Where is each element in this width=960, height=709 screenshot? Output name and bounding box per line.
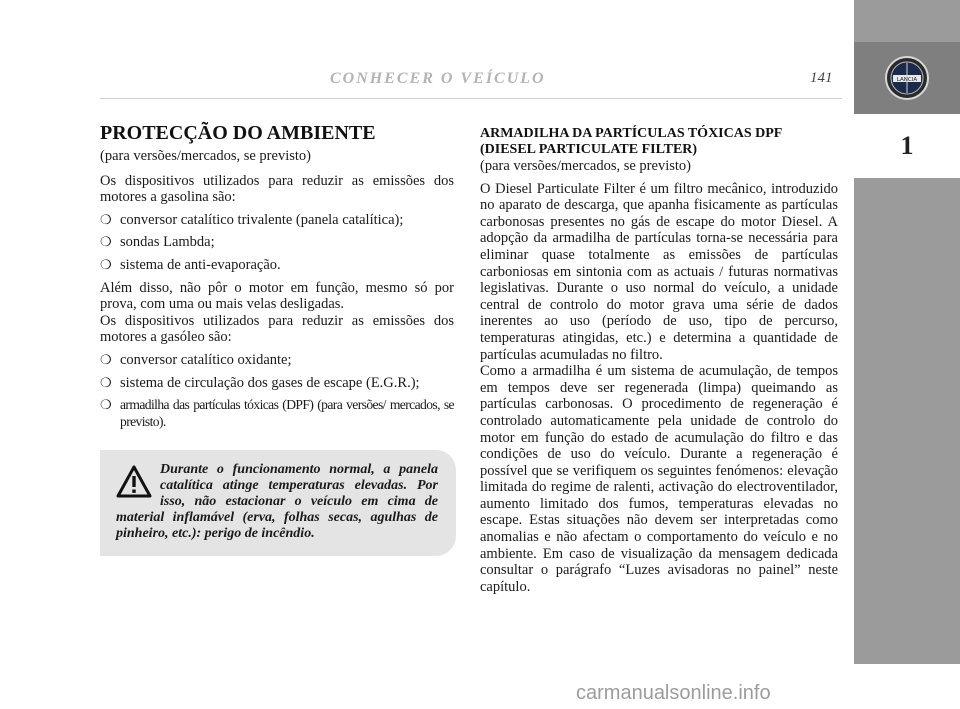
page-number: 141 bbox=[810, 70, 833, 86]
dpf-paragraph-2: Como a armadilha é um sistema de acumulação, de tempos em tempos deve ser regenerada (limpa) queimando as partículas carbonosas. O procedimento de regeneração é controlado automaticamente pela unidade de controlo do motor em função do estado de acumulação do filtro e das condições de uso do veículo. Durante a regeneração é possível que se verifiquem os seguintes fenómenos: elevação limitada do regime de ralenti, activação do electroventilador, aumento limitado dos fumos, temperaturas elevadas no escape. Estas situações não devem ser interpretadas como anomalias e não afectam o comportamento do veículo e no ambiente. Em caso de visualização da mensagem dedicada consultar o parágrafo “Luzes avisadoras no painel” neste capítulo. bbox=[480, 363, 838, 595]
bullet-icon: ❍ bbox=[100, 256, 112, 272]
lancia-logo-icon bbox=[884, 55, 930, 101]
chapter-sidebar bbox=[854, 0, 960, 664]
logo-box bbox=[854, 42, 960, 114]
bullet-icon: ❍ bbox=[100, 374, 112, 390]
list-item: ❍ conversor catalítico trivalente (panela catalítica); bbox=[100, 211, 404, 228]
gasoline-intro: Os dispositivos utilizados para reduzir as emissões dos motores a gasolina são: bbox=[100, 172, 454, 206]
diesel-intro: Os dispositivos utilizados para reduzir as emissões dos motores a gasóleo são: bbox=[100, 312, 454, 346]
list-item: ❍ sistema de anti-evaporação. bbox=[100, 256, 281, 273]
gasoline-list bbox=[100, 212, 454, 274]
dpf-title-line2: (DIESEL PARTICULATE FILTER) bbox=[480, 142, 698, 157]
list-item: ❍ armadilha das partículas tóxicas (DPF) (para versões/ mercados, se previsto). bbox=[100, 397, 454, 429]
dpf-title: ARMADILHA DA PARTÍCULAS TÓXICAS DPF bbox=[480, 126, 783, 141]
header-rule bbox=[100, 98, 842, 99]
svg-text:LANCIA: LANCIA bbox=[896, 77, 918, 83]
environment-subtitle: (para versões/mercados, se previsto) bbox=[100, 148, 311, 164]
environment-title: PROTECÇÃO DO AMBIENTE bbox=[100, 122, 376, 144]
dpf-paragraph-1: O Diesel Particulate Filter é um filtro mecânico, introduzido no aparato de descarga, que apanha fisicamente as partículas carbonosas presentes no gás de escape do motor Diesel. A adopção da armadilha de partículas torna-se necessária para eliminar quase totalmente as emissões de partículas carboniosas em sintonia com as actuais / futuras normativas legislativas. Durante o uso normal do veículo, a unidade central de controlo do motor grava uma série de dados inerentes ao uso (período de uso, tipo de percurso, temperaturas atingidas, etc.) e determina a quantidade de partículas acumuladas no filtro. bbox=[480, 180, 838, 363]
dpf-subtitle: (para versões/mercados, se previsto) bbox=[480, 158, 691, 174]
chapter-number: 1 bbox=[854, 114, 960, 178]
bullet-icon: ❍ bbox=[100, 351, 112, 367]
left-column bbox=[100, 122, 454, 436]
diesel-list bbox=[100, 352, 454, 430]
list-item: ❍ conversor catalítico oxidante; bbox=[100, 351, 292, 368]
section-title: CONHECER O VEÍCULO bbox=[330, 70, 546, 87]
warning-text: Durante o funcionamento normal, a panela catalítica atinge temperaturas elevadas. Por isso, não estacionar o veículo em cima de material inflamável (erva, folhas secas, agulhas de pinheiro, etc.): perigo de incêndio. bbox=[116, 462, 438, 541]
bullet-icon: ❍ bbox=[100, 211, 112, 227]
watermark: carmanualsonline.info bbox=[576, 682, 771, 704]
bullet-icon: ❍ bbox=[100, 397, 112, 413]
spark-plug-note: Além disso, não pôr o motor em função, mesmo só por prova, com uma ou mais velas desligadas. bbox=[100, 279, 454, 313]
warning-box bbox=[100, 450, 456, 556]
warning-triangle-icon bbox=[116, 464, 152, 500]
bullet-icon: ❍ bbox=[100, 234, 112, 250]
list-item: ❍ sondas Lambda; bbox=[100, 234, 215, 251]
list-item: ❍ sistema de circulação dos gases de escape (E.G.R.); bbox=[100, 374, 420, 391]
right-column bbox=[480, 126, 838, 601]
